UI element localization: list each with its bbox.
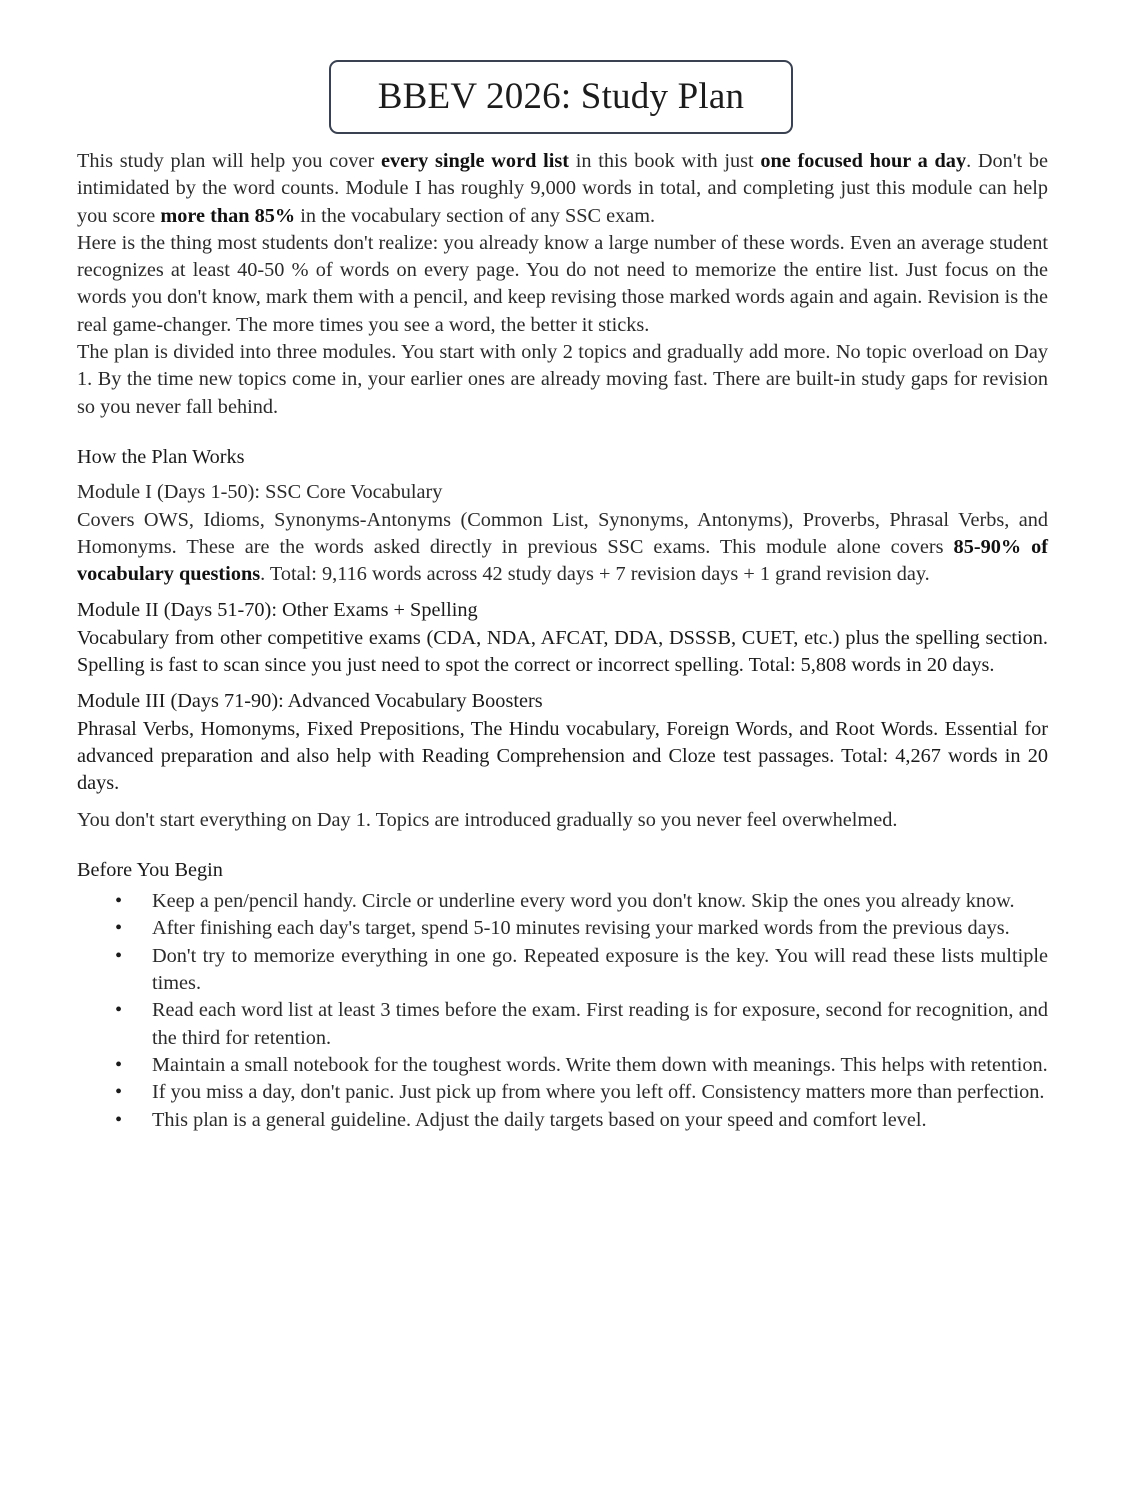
intro-paragraph-3: The plan is divided into three modules. You start with only 2 topics and gradually add more. No topic overload on Day 1. By the time new topics come in, your earlier ones are already moving fast. There are built-in study gaps for revision so you never fall behind. bbox=[77, 341, 1048, 418]
module-heading: Module I (Days 1-50): SSC Core Vocabulary bbox=[77, 481, 443, 504]
list-item: • This plan is a general guideline. Adjust the daily targets based on your speed and comfort level. bbox=[152, 1107, 1048, 1134]
module-description: Vocabulary from other competitive exams (CDA, NDA, AFCAT, DDA, DSSSB, CUET, etc.) plus the spelling section. Spelling is fast to scan since you just need to spot the correct or incorrect spelling. Total: 5,808 words in 20 days. bbox=[77, 626, 1048, 677]
intro-text: . Don't be intimidated by the word counts. Module I has roughly 9,000 words in total, and completing just this module can help you score bbox=[77, 150, 1048, 227]
emphasis-text: 85-90% of vocabulary questions bbox=[77, 535, 1049, 586]
section-heading-before-you-begin: Before You Begin bbox=[77, 858, 223, 881]
intro-text: in the vocabulary section of any SSC exam. bbox=[295, 204, 656, 227]
module-text: Covers OWS, Idioms, Synonyms-Antonyms (Common List, Synonyms, Antonyms), Proverbs, Phrasal Verbs, and Homonyms. These are the words asked directly in previous SSC exams. This module alone covers bbox=[77, 508, 1048, 558]
module-text: . Total: 9,116 words across 42 study days + 7 revision days + 1 grand revision day. bbox=[260, 563, 930, 586]
document-body bbox=[77, 148, 1048, 1134]
list-item: • After finishing each day's target, spend 5-10 minutes revising your marked words from the previous days. bbox=[152, 915, 1048, 942]
emphasis-text: one focused hour a day bbox=[760, 150, 967, 172]
emphasis-text: every single word list bbox=[380, 150, 569, 172]
module-heading: Module III (Days 71-90): Advanced Vocabulary Boosters bbox=[77, 690, 543, 713]
module-heading: Module II (Days 51-70): Other Exams + Spelling bbox=[77, 599, 478, 622]
intro-text: This study plan will help you cover bbox=[77, 150, 381, 172]
tips-list bbox=[77, 888, 1048, 1134]
section-heading-how-it-works: How the Plan Works bbox=[77, 445, 245, 468]
module-3 bbox=[77, 688, 1048, 797]
list-item: • Don't try to memorize everything in one go. Repeated exposure is the key. You will read these lists multiple times. bbox=[152, 943, 1048, 998]
title-box bbox=[329, 60, 793, 134]
module-description: Phrasal Verbs, Homonyms, Fixed Prepositions, The Hindu vocabulary, Foreign Words, and Root Words. Essential for advanced preparation and also help with Reading Comprehension and Cloze test passages. Total: 4,267 words in 20 days. bbox=[77, 717, 1048, 795]
list-item: • Read each word list at least 3 times before the exam. First reading is for exposure, second for recognition, and the third for retention. bbox=[152, 997, 1048, 1052]
module-1 bbox=[77, 479, 1048, 588]
module-2 bbox=[77, 597, 1048, 679]
module-description bbox=[77, 507, 1048, 589]
list-item: • Keep a pen/pencil handy. Circle or underline every word you don't know. Skip the ones you already know. bbox=[152, 888, 1048, 915]
emphasis-text: more than 85% bbox=[160, 204, 296, 227]
page-title: BBEV 2026: Study Plan bbox=[377, 76, 745, 118]
list-item: • Maintain a small notebook for the toughest words. Write them down with meanings. This helps with retention. bbox=[152, 1052, 1048, 1079]
list-item: • If you miss a day, don't panic. Just pick up from where you left off. Consistency matters more than perfection. bbox=[152, 1079, 1048, 1106]
intro-paragraph-2: Here is the thing most students don't realize: you already know a large number of these words. Even an average student recognizes at least 40-50 % of words on every page. You do not need to memorize the entire list. Just focus on the words you don't know, mark them with a pencil, and keep revising those marked words again and again. Revision is the real game-changer. The more times you see a word, the better it sticks. bbox=[77, 231, 1048, 336]
modules-closing-note: You don't start everything on Day 1. Topics are introduced gradually so you never feel overwhelmed. bbox=[77, 808, 898, 831]
intro-paragraph-1 bbox=[77, 148, 1048, 230]
intro-text: in this book with just bbox=[569, 150, 761, 172]
